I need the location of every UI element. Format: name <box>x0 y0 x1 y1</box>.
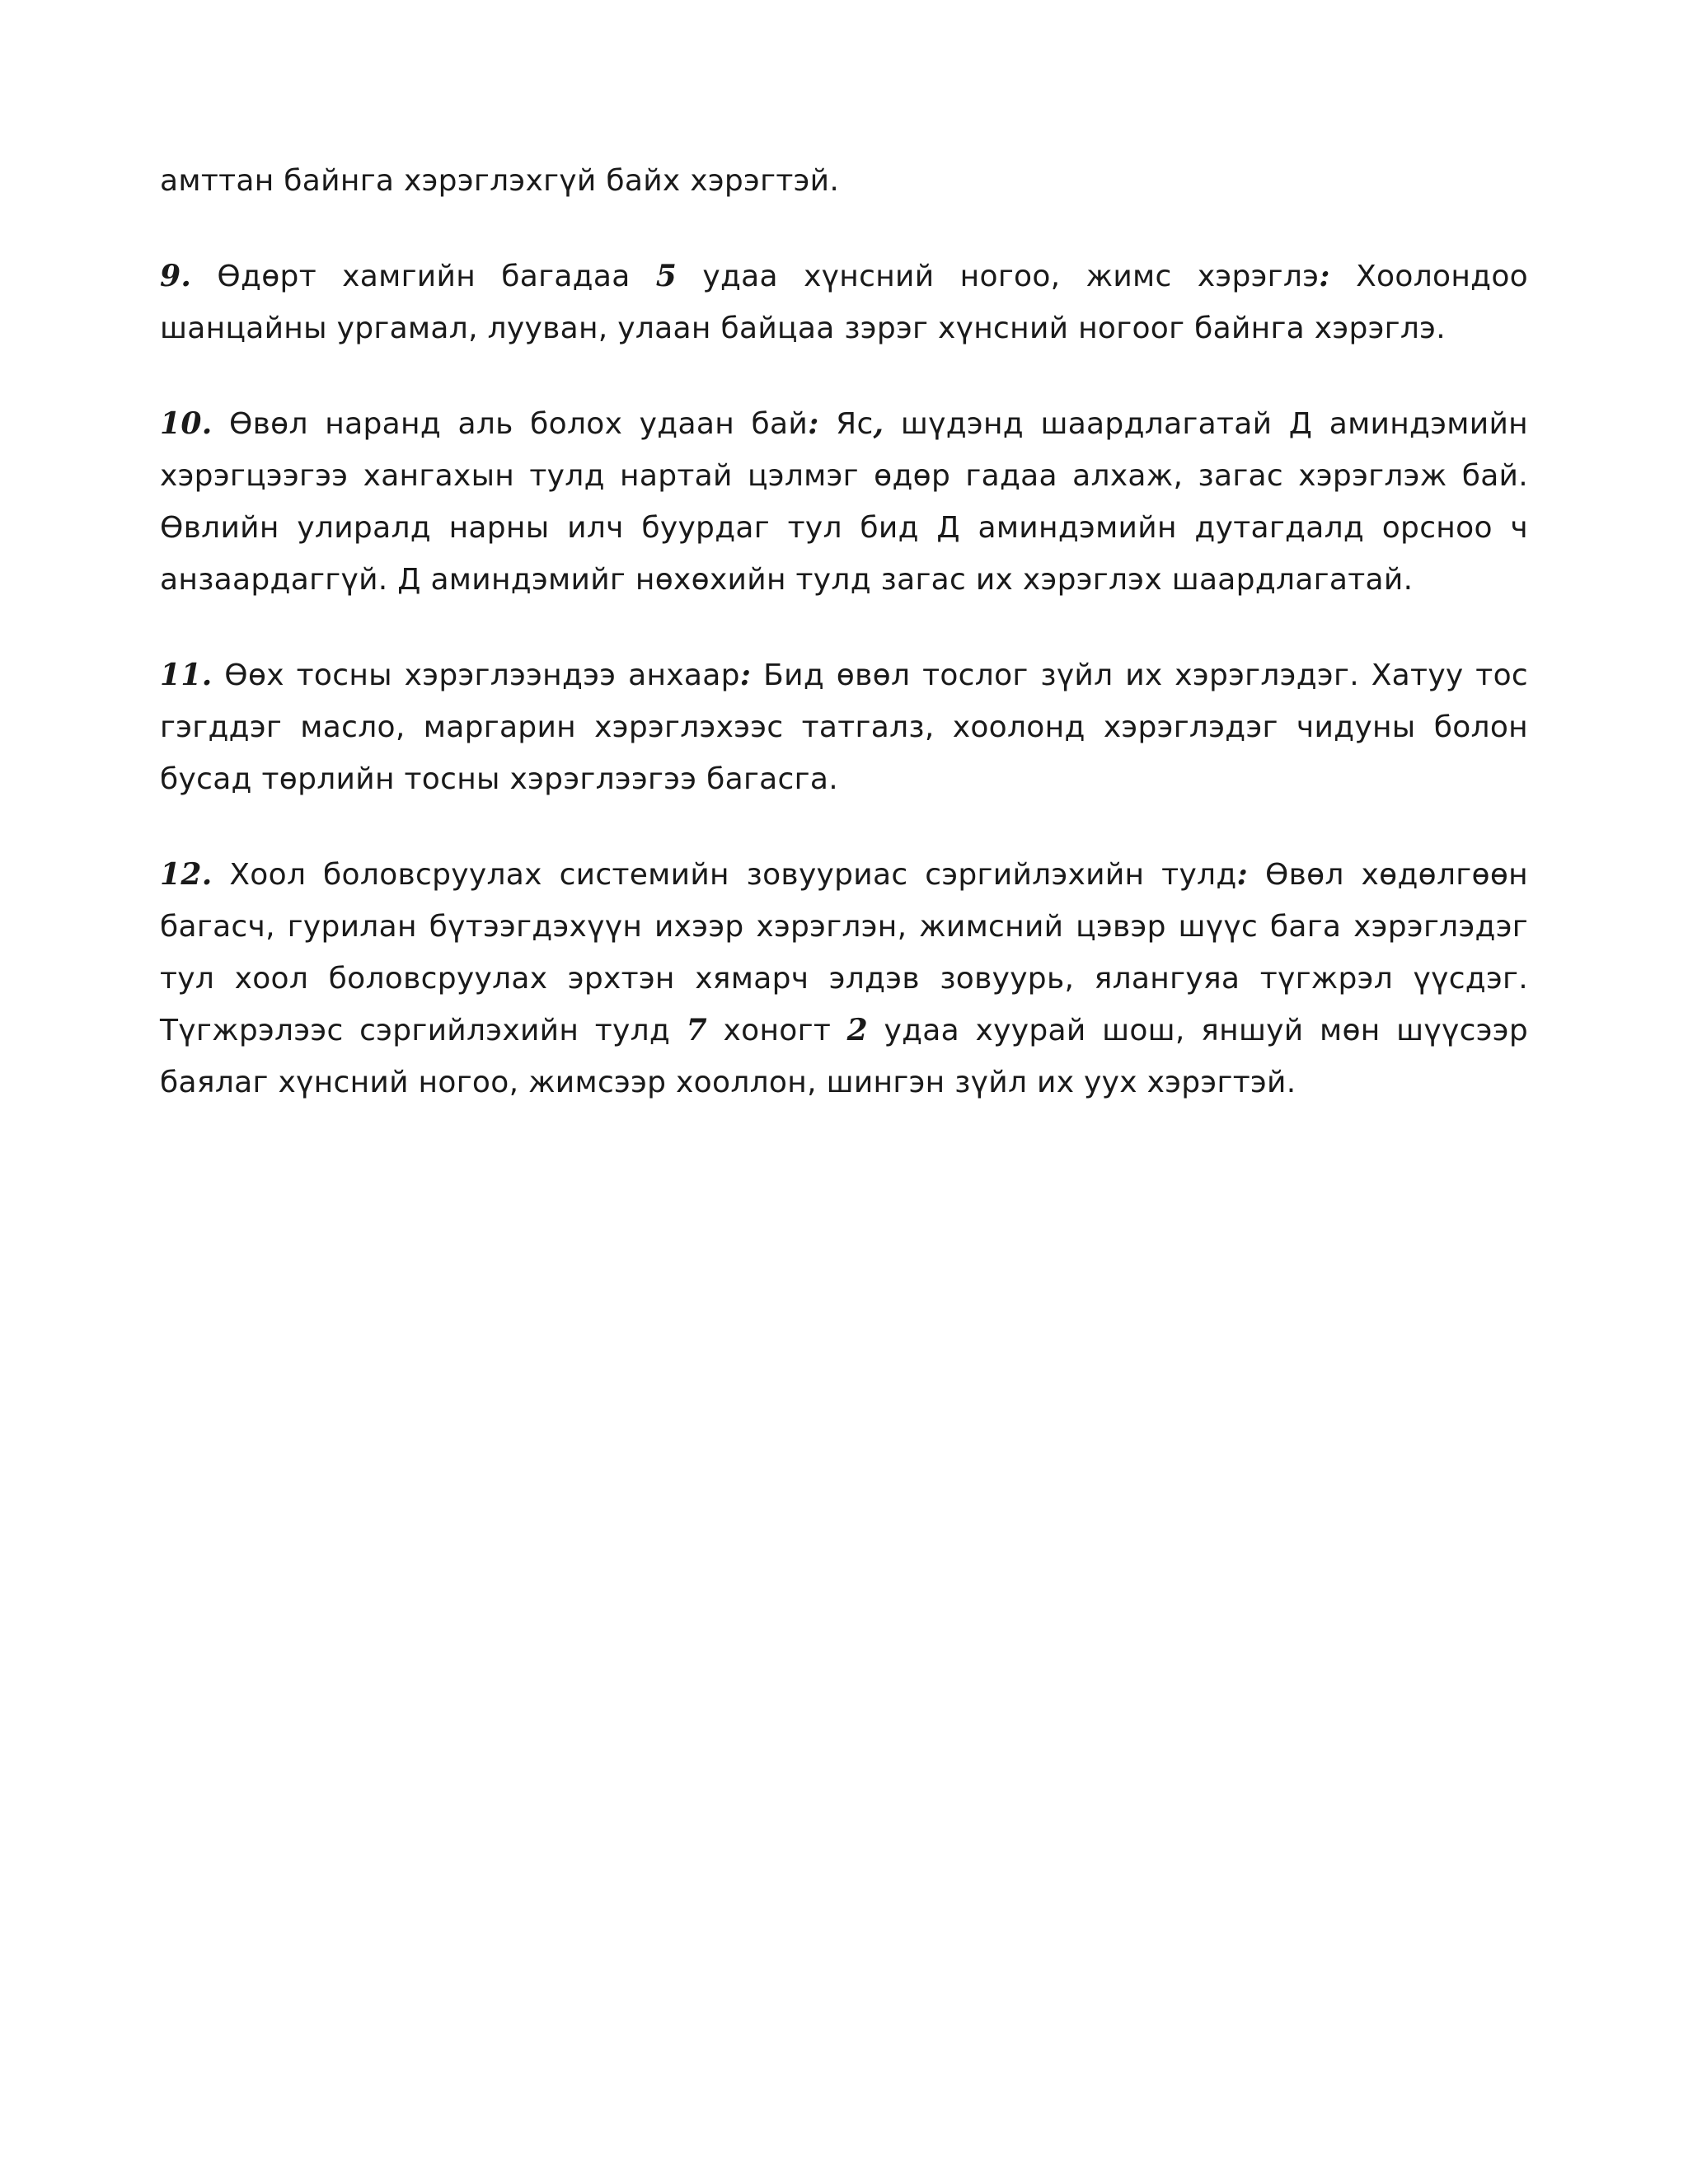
item-text: Бид өвөл тослог зүйл их хэрэглэдэг. Хатуу тос гэгддэг масло, маргарин хэрэглэхээс татгалз, хоолонд хэрэглэдэг чидуны болон бусад төрлийн тосны хэрэглээгээ багасга. <box>160 658 1528 796</box>
document-body <box>160 155 1528 1108</box>
paragraph-continuation <box>160 155 1528 207</box>
item-text: Өвөл хөдөлгөөн багасч, гурилан бүтээгдэхүүн ихээр хэрэглэн, жимсний цэвэр шүүс бага хэрэглэдэг тул хоол боловсруулах эрхтэн хямарч элдэв зовуурь, ялангуяа түгжрэл үүсдэг. Түгжрэлээс сэргийлэхийн тулд <box>160 858 1528 1047</box>
item-number: 9. <box>160 259 192 293</box>
paragraph-text: амттан байнга хэрэглэхгүй байх хэрэгтэй. <box>160 164 840 198</box>
item-text: Хоолондоо шанцайны ургамал, лууван, улаан байцаа зэрэг хүнсний ногоог байнга хэрэглэ. <box>160 260 1529 345</box>
emphasized-colon: : <box>739 658 752 692</box>
paragraph-item-11 <box>160 649 1528 805</box>
item-number: 10. <box>160 406 213 441</box>
emphasized-number: 5 <box>655 259 678 293</box>
item-number: 12. <box>160 857 213 892</box>
emphasized-colon: : <box>808 406 819 441</box>
emphasized-colon: : <box>1319 259 1330 293</box>
item-text: шүдэнд шаардлагатай Д аминдэмийн хэрэгцээгээ хангахын тулд нартай цэлмэг өдөр гадаа алхаж, загас хэрэглэж бай. Өвлийн улиралд нарны илч буурдаг тул бид Д аминдэмийн дутагдалд орсноо ч анзаардаггүй. Д аминдэмийг нөхөхийн тулд загас их хэрэглэх шаардлагатай. <box>160 407 1528 597</box>
paragraph-item-12 <box>160 849 1528 1108</box>
item-text: Өвөл наранд аль болох удаан бай <box>212 407 809 441</box>
item-text: Хоол боловсруулах системийн зовууриас сэргийлэхийн тулд <box>212 858 1237 892</box>
item-text: удаа хүнсний ногоо, жимс хэрэглэ <box>677 260 1320 293</box>
item-text: Өөх тосны хэрэглээндээ анхаар <box>212 658 740 692</box>
paragraph-item-9 <box>160 251 1528 354</box>
emphasized-comma: , <box>873 406 884 441</box>
item-text: Яс <box>818 407 874 441</box>
emphasized-colon: : <box>1236 857 1249 892</box>
item-text: Өдөрт хамгийн багадаа <box>191 260 656 293</box>
emphasized-number: 2 <box>846 1013 868 1047</box>
item-text: удаа хуурай шош, яншуй мөн шүүсээр баялаг хүнсний ногоо, жимсээр хооллон, шингэн зүйл их уух хэрэгтэй. <box>160 1014 1528 1099</box>
item-text: хоногт <box>706 1014 847 1047</box>
emphasized-number: 7 <box>686 1013 707 1047</box>
paragraph-item-10 <box>160 398 1528 606</box>
item-number: 11. <box>160 658 213 692</box>
